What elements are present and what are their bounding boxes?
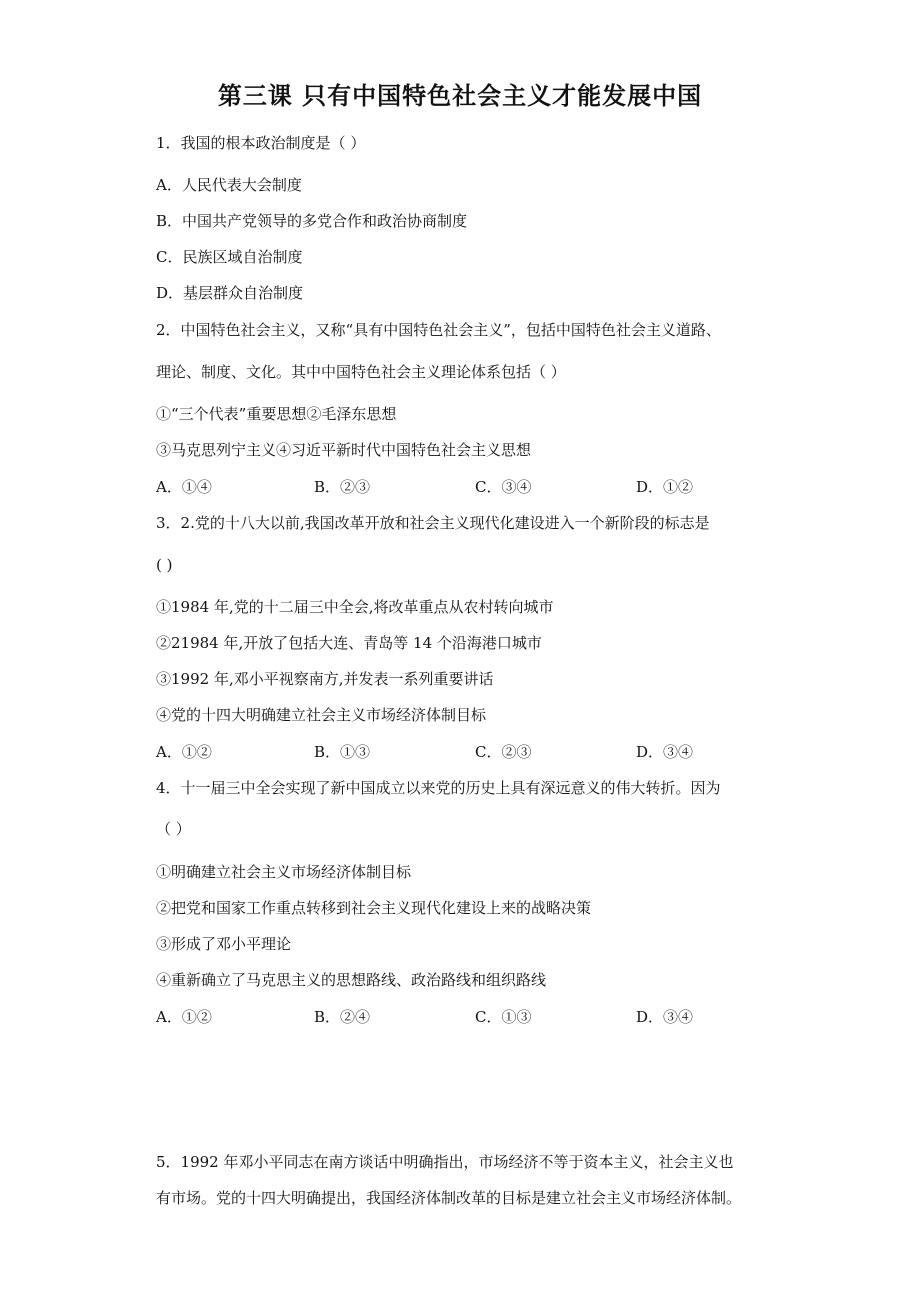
q1-option-d: D．基层群众自治制度 xyxy=(156,284,304,302)
q3-choice-b: B．①③ xyxy=(314,743,371,761)
q4-stem-line1: 4．十一届三中全会实现了新中国成立以来党的历史上具有深远意义的伟大转折。因为 xyxy=(156,779,721,797)
q3-stem-line1: 3．2.党的十八大以前,我国改革开放和社会主义现代化建设进入一个新阶段的标志是 xyxy=(156,514,710,532)
q2-item-1: ①“三个代表”重要思想②毛泽东思想 xyxy=(156,405,397,423)
q2-choice-d: D．①② xyxy=(636,478,694,496)
q2-stem-line1: 2．中国特色社会主义，又称“具有中国特色社会主义”，包括中国特色社会主义道路、 xyxy=(156,321,721,339)
q4-choice-b: B．②④ xyxy=(314,1008,371,1026)
q3-item-1: ①1984 年,党的十二届三中全会,将改革重点从农村转向城市 xyxy=(156,598,554,616)
q1-option-c: C．民族区域自治制度 xyxy=(156,248,303,266)
q3-choice-a: A．①② xyxy=(156,743,212,761)
q3-stem-line2: ( ) xyxy=(156,556,173,574)
q2-choice-c: C．③④ xyxy=(475,478,532,496)
q4-item-4: ④重新确立了马克思主义的思想路线、政治路线和组织路线 xyxy=(156,971,547,989)
q1-option-b: B．中国共产党领导的多党合作和政治协商制度 xyxy=(156,212,468,230)
q2-choice-a: A．①④ xyxy=(156,478,212,496)
q3-choice-c: C．②③ xyxy=(475,743,532,761)
q4-choice-a: A．①② xyxy=(156,1008,212,1026)
q4-stem-line2: （ ） xyxy=(156,820,191,838)
page-title: 第三课 只有中国特色社会主义才能发展中国 xyxy=(217,82,703,110)
q3-item-2: ②21984 年,开放了包括大连、青岛等 14 个沿海港口城市 xyxy=(156,634,542,652)
q4-choice-c: C．①③ xyxy=(475,1008,532,1026)
q1-stem: 1．我国的根本政治制度是（ ） xyxy=(156,134,366,152)
q1-option-a: A．人民代表大会制度 xyxy=(156,176,302,194)
q2-item-2: ③马克思列宁主义④习近平新时代中国特色社会主义思想 xyxy=(156,441,532,459)
q2-choice-b: B．②③ xyxy=(314,478,371,496)
q5-stem-line1: 5．1992 年邓小平同志在南方谈话中明确指出，市场经济不等于资本主义，社会主义也 xyxy=(156,1153,734,1171)
q4-choice-d: D．③④ xyxy=(636,1008,694,1026)
q4-item-2: ②把党和国家工作重点转移到社会主义现代化建设上来的战略决策 xyxy=(156,899,592,917)
q4-item-3: ③形成了邓小平理论 xyxy=(156,935,292,953)
q3-item-4: ④党的十四大明确建立社会主义市场经济体制目标 xyxy=(156,706,487,724)
q3-choice-d: D．③④ xyxy=(636,743,694,761)
q5-stem-line2: 有市场。党的十四大明确提出，我国经济体制改革的目标是建立社会主义市场经济体制。 xyxy=(156,1189,742,1207)
q3-item-3: ③1992 年,邓小平视察南方,并发表一系列重要讲话 xyxy=(156,670,494,688)
q2-stem-line2: 理论、制度、文化。其中中国特色社会主义理论体系包括（ ） xyxy=(156,363,566,381)
q4-item-1: ①明确建立社会主义市场经济体制目标 xyxy=(156,863,412,881)
